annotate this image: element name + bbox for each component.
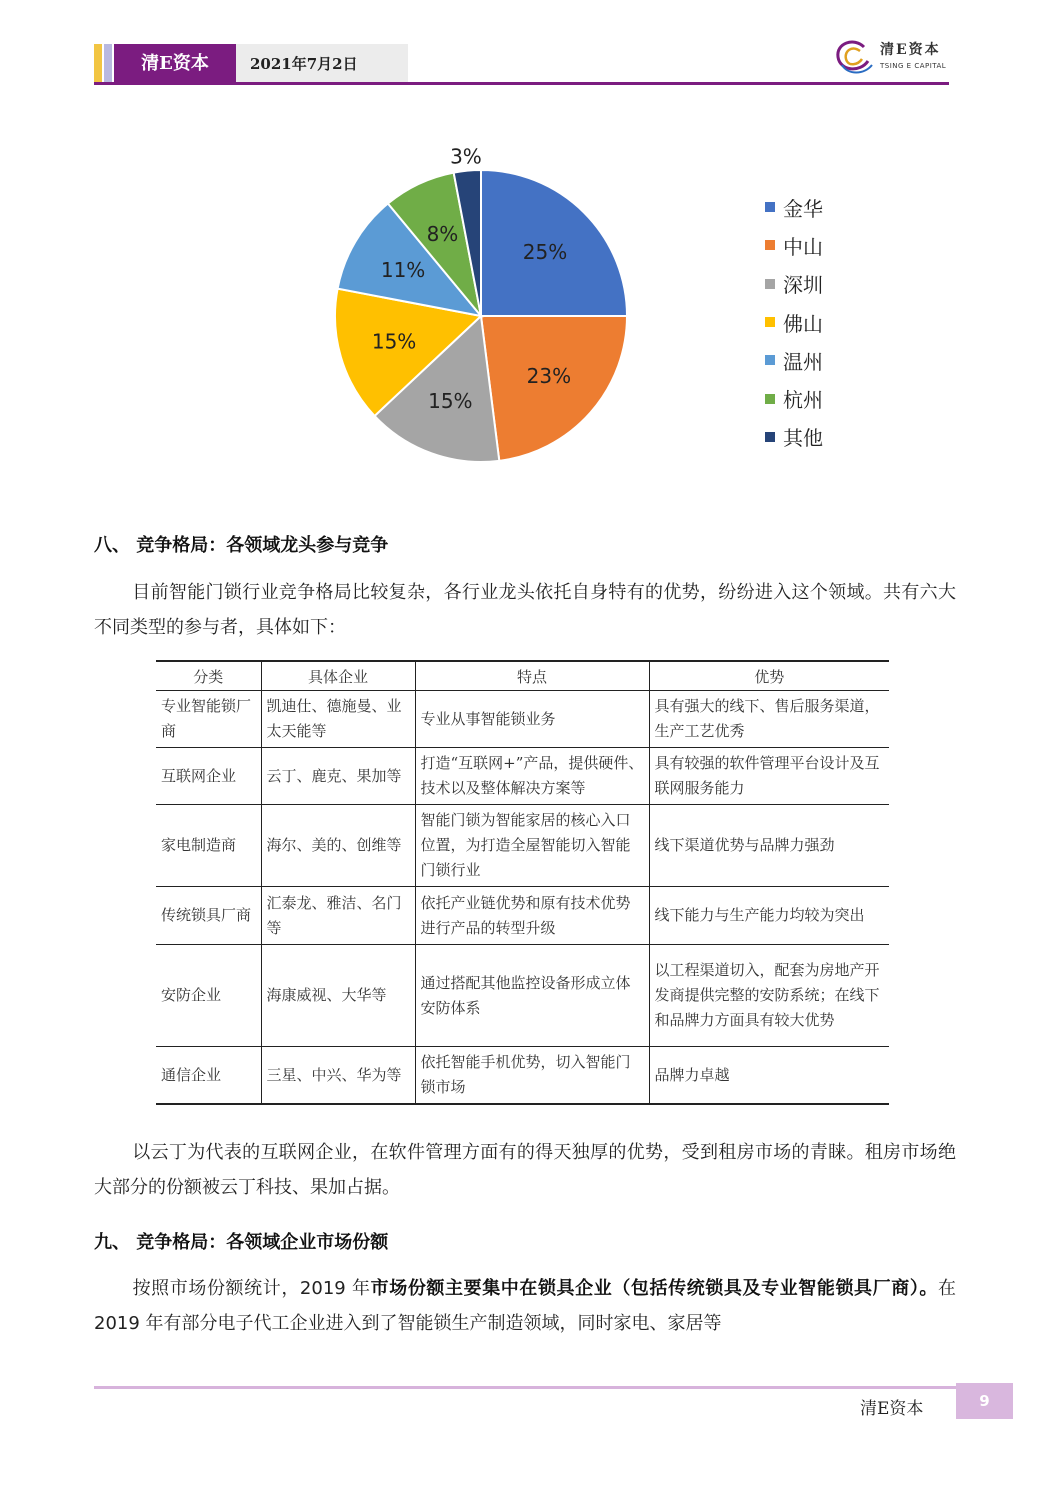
table-cell: 打造“互联网+”产品，提供硬件、技术以及整体解决方案等 xyxy=(415,748,649,805)
legend-label: 温州 xyxy=(783,349,823,374)
table-cell: 海尔、美的、创维等 xyxy=(261,805,415,887)
table-row xyxy=(156,887,889,945)
legend-item xyxy=(765,379,823,417)
header-accent-lavender xyxy=(104,44,112,84)
table-row xyxy=(156,945,889,1047)
table-cell: 线下能力与生产能力均较为突出 xyxy=(649,887,889,945)
rental-market-paragraph xyxy=(94,1135,956,1205)
section-9-paragraph xyxy=(94,1271,956,1341)
table-cell: 家电制造商 xyxy=(156,805,261,887)
table-cell: 依托智能手机优势，切入智能门锁市场 xyxy=(415,1047,649,1105)
table-row xyxy=(156,805,889,887)
table-cell: 汇泰龙、雅洁、名门等 xyxy=(261,887,415,945)
table-cell: 海康威视、大华等 xyxy=(261,945,415,1047)
table-cell: 具有强大的线下、售后服务渠道，生产工艺优秀 xyxy=(649,691,889,748)
section-8-heading: 八、 竞争格局：各领域龙头参与竞争 xyxy=(94,535,389,556)
footer-divider xyxy=(94,1386,956,1389)
legend-item xyxy=(765,188,823,226)
page-number: 9 xyxy=(956,1383,1013,1419)
section-9-heading: 九、 竞争格局：各领域企业市场份额 xyxy=(94,1232,389,1253)
table-cell: 凯迪仕、德施曼、业太天能等 xyxy=(261,691,415,748)
chart-legend xyxy=(765,188,823,456)
table-cell: 专业智能锁厂商 xyxy=(156,691,261,748)
pie-slice-中山 xyxy=(481,316,627,461)
table-row xyxy=(156,1047,889,1105)
table-cell: 线下渠道优势与品牌力强劲 xyxy=(649,805,889,887)
legend-item xyxy=(765,226,823,264)
table-cell: 互联网企业 xyxy=(156,748,261,805)
legend-swatch xyxy=(765,202,775,212)
section-9-text-bold: 市场份额主要集中在锁具企业（包括传统锁具及专业智能锁具厂商）。 xyxy=(370,1278,938,1299)
table-cell: 三星、中兴、华为等 xyxy=(261,1047,415,1105)
pie-data-label: 23% xyxy=(526,363,572,388)
header-divider xyxy=(94,82,949,85)
pie-data-label: 25% xyxy=(522,239,568,264)
rental-market-paragraph-text: 以云丁为代表的互联网企业，在软件管理方面有的得天独厚的优势，受到租房市场的青睐。租房市场绝大部分的份额被云丁科技、果加占据。 xyxy=(94,1142,956,1198)
header-accent-yellow xyxy=(94,44,102,84)
legend-swatch xyxy=(765,279,775,289)
legend-label: 其他 xyxy=(783,426,823,451)
table-header-cell: 优势 xyxy=(649,661,889,691)
table-cell: 云丁、鹿克、果加等 xyxy=(261,748,415,805)
table-header-cell: 具体企业 xyxy=(261,661,415,691)
table-row xyxy=(156,691,889,748)
section-8-paragraph xyxy=(94,575,956,645)
table-cell: 专业从事智能锁业务 xyxy=(415,691,649,748)
pie-data-label: 8% xyxy=(426,222,459,247)
legend-swatch xyxy=(765,317,775,327)
logo-english-text: TSING E CAPITAL xyxy=(880,62,947,70)
table-cell: 具有较强的软件管理平台设计及互联网服务能力 xyxy=(649,748,889,805)
table-cell: 智能门锁为智能家居的核心入口位置，为打造全屋智能切入智能门锁行业 xyxy=(415,805,649,887)
legend-swatch xyxy=(765,394,775,404)
header-date: 2021年7月2日 xyxy=(236,44,408,84)
pie-data-label: 3% xyxy=(450,144,482,169)
table-cell: 传统锁具厂商 xyxy=(156,887,261,945)
legend-swatch xyxy=(765,240,775,250)
logo-swirl-icon xyxy=(830,35,876,79)
legend-label: 杭州 xyxy=(783,388,823,413)
pie-data-label: 15% xyxy=(428,389,473,414)
table-cell: 安防企业 xyxy=(156,945,261,1047)
table-row xyxy=(156,748,889,805)
header-org-name: 清E资本 xyxy=(114,44,236,84)
table-header-cell: 分类 xyxy=(156,661,261,691)
table-cell: 依托产业链优势和原有技术优势进行产品的转型升级 xyxy=(415,887,649,945)
legend-item xyxy=(765,265,823,303)
table-header-cell: 特点 xyxy=(415,661,649,691)
section-9-text-end: 在 2019 年有部分电子代工企业进入到了智能锁生产制造领域，同时家电、家居等 xyxy=(94,1278,956,1334)
table-cell: 通信企业 xyxy=(156,1047,261,1105)
legend-item xyxy=(765,303,823,341)
legend-swatch xyxy=(765,432,775,442)
participants-table xyxy=(156,660,889,1105)
legend-swatch xyxy=(765,355,775,365)
legend-item xyxy=(765,418,823,456)
pie-data-label: 15% xyxy=(371,329,417,354)
legend-label: 深圳 xyxy=(783,273,823,298)
company-logo xyxy=(830,35,952,79)
logo-chinese-text: 清E资本 xyxy=(880,42,941,58)
table-header-row xyxy=(156,661,889,691)
table-cell: 通过搭配其他监控设备形成立体安防体系 xyxy=(415,945,649,1047)
footer-org-name: 清E资本 xyxy=(860,1399,924,1419)
legend-label: 佛山 xyxy=(783,311,823,336)
pie-data-label: 11% xyxy=(380,257,426,282)
table-cell: 以工程渠道切入，配套为房地产开发商提供完整的安防系统；在线下和品牌力方面具有较大优势 xyxy=(649,945,889,1047)
section-8-paragraph-text: 目前智能门锁行业竞争格局比较复杂，各行业龙头依托自身特有的优势，纷纷进入这个领域。共有六大不同类型的参与者，具体如下： xyxy=(94,582,956,638)
legend-item xyxy=(765,341,823,379)
legend-label: 中山 xyxy=(783,234,823,259)
section-9-text-start: 按照市场份额统计，2019 年 xyxy=(132,1278,371,1299)
legend-label: 金华 xyxy=(783,196,823,221)
table-cell: 品牌力卓越 xyxy=(649,1047,889,1105)
